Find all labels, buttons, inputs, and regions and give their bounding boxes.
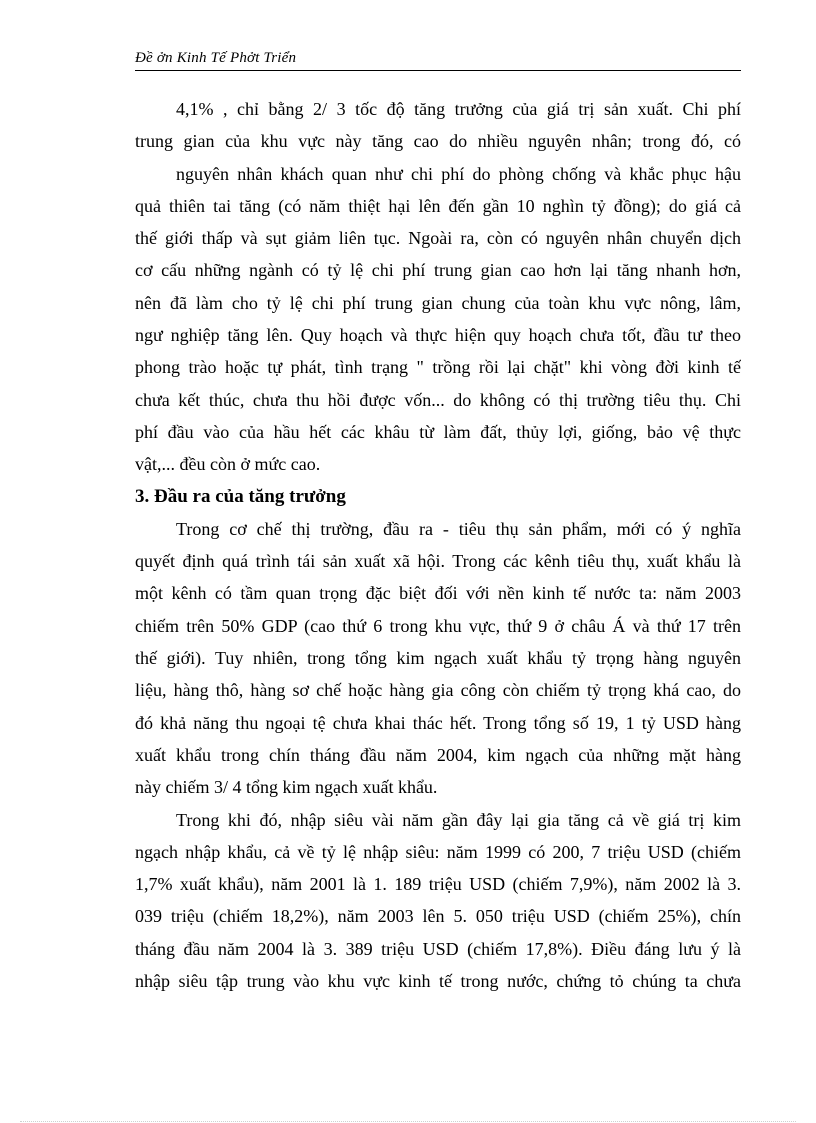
page-header xyxy=(135,48,741,71)
text-line: 039 triệu (chiếm 18,2%), năm 2003 lên 5. 050 triệu USD (chiếm 25%), chín xyxy=(135,906,741,927)
text-line: vật,... đều còn ở mức cao. xyxy=(135,454,321,475)
text-line: thế giới). Tuy nhiên, trong tổng kim ngạch xuất khẩu tỷ trọng hàng nguyên xyxy=(135,648,741,669)
text-line: trung gian của khu vực này tăng cao do nhiều nguyên nhân; trong đó, có xyxy=(135,131,741,152)
text-line: tháng đầu năm 2004 là 3. 389 triệu USD (chiếm 17,8%). Điều đáng lưu ý là xyxy=(135,938,741,959)
text-line: thế giới thấp và sụt giảm liên tục. Ngoài ra, còn có nguyên nhân chuyển dịch xyxy=(135,228,741,249)
text-line: chưa kết thúc, chưa thu hồi được vốn... do không có thị trường tiêu thụ. Chi xyxy=(135,389,741,410)
header-title: Đề ởn Kinh Tế Phởt Triển xyxy=(135,50,297,66)
text-line: liệu, hàng thô, hàng sơ chế hoặc hàng gia công còn chiếm tỷ trọng khá cao, do xyxy=(135,680,741,701)
text-line: phong trào hoặc tự phát, tình trạng " trồng rồi lại chặt" khi vòng đời kinh tế xyxy=(135,357,741,378)
text-line: nên đã làm cho tỷ lệ chi phí trung gian chung của toàn khu vực nông, lâm, xyxy=(135,292,741,313)
text-line: phí đầu vào của hầu hết các khâu từ làm đất, thủy lợi, giống, bảo vệ thực xyxy=(135,421,741,442)
text-line: ngạch nhập khẩu, cả về tỷ lệ nhập siêu: năm 1999 có 200, 7 triệu USD (chiếm xyxy=(135,841,741,862)
paragraph-2 xyxy=(135,513,741,804)
text-line: nguyên nhân khách quan như chi phí do phòng chống và khắc phục hậu xyxy=(176,163,741,184)
text-line: quả thiên tai tăng (có năm thiệt hại lên đến gần 10 nghìn tỷ đồng); do giá cả xyxy=(135,195,741,216)
text-line: đó khả năng thu ngoại tệ chưa khai thác hết. Trong tổng số 19, 1 tỷ USD hàng xyxy=(135,712,741,733)
section-heading: 3. Đầu ra của tăng trưởng xyxy=(135,485,346,507)
text-line: xuất khẩu trong chín tháng đầu năm 2004, kim ngạch của những mặt hàng xyxy=(135,744,741,765)
text-line: một kênh có tầm quan trọng đặc biệt đối với nền kinh tế nước ta: năm 2003 xyxy=(135,583,741,604)
text-line: chiếm trên 50% GDP (cao thứ 6 trong khu vực, thứ 9 ở châu Á và thứ 17 trên xyxy=(135,615,741,636)
paragraph-1 xyxy=(135,93,741,481)
text-line: 1,7% xuất khẩu), năm 2001 là 1. 189 triệu USD (chiếm 7,9%), năm 2002 là 3. xyxy=(135,874,741,895)
text-line: 4,1% , chỉ bằng 2/ 3 tốc độ tăng trưởng của giá trị sản xuất. Chi phí xyxy=(176,99,741,119)
text-line: Trong cơ chế thị trường, đầu ra - tiêu thụ sản phẩm, mới có ý nghĩa xyxy=(176,518,741,539)
text-line: ngư nghiệp tăng lên. Quy hoạch và thực hiện quy hoạch chưa tốt, đầu tư theo xyxy=(135,325,741,346)
page-bottom-rule xyxy=(20,1121,796,1122)
text-line: Trong khi đó, nhập siêu vài năm gần đây lại gia tăng cả về giá trị kim xyxy=(176,809,741,830)
text-line: này chiếm 3/ 4 tổng kim ngạch xuất khẩu. xyxy=(135,777,438,798)
text-line: cơ cấu những ngành có tỷ lệ chi phí trung gian cao hơn lại tăng nhanh hơn, xyxy=(135,260,741,281)
paragraph-3 xyxy=(135,804,741,998)
document-body xyxy=(135,93,741,997)
text-line: quyết định quá trình tái sản xuất xã hội. Trong các kênh tiêu thụ, xuất khẩu là xyxy=(135,551,741,572)
text-line: nhập siêu tập trung vào khu vực kinh tế trong nước, chứng tỏ chúng ta chưa xyxy=(135,971,741,992)
